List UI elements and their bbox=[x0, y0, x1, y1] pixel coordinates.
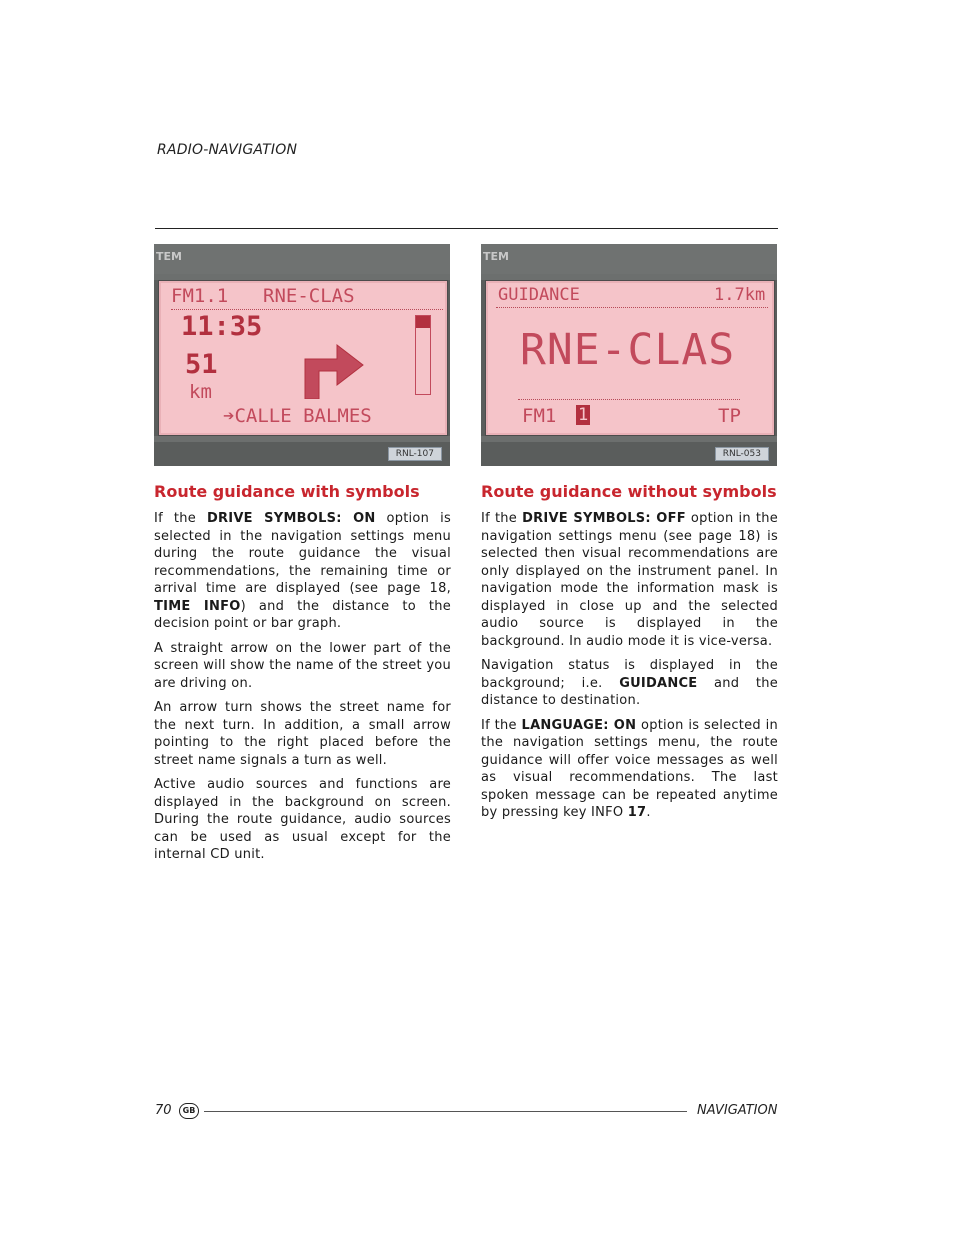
option-name: TIME INFO bbox=[154, 598, 241, 614]
figure-top-band bbox=[481, 244, 777, 274]
bar-graph bbox=[415, 315, 431, 395]
figure-code: RNL-107 bbox=[388, 447, 442, 461]
lcd-preset: 1 bbox=[578, 405, 589, 425]
status-name: GUIDANCE bbox=[619, 675, 698, 691]
figure-route-guidance-symbols bbox=[154, 244, 450, 466]
left-column bbox=[154, 482, 451, 871]
footer-rule bbox=[204, 1111, 687, 1112]
lcd-station: RNE-CLAS bbox=[263, 285, 355, 307]
text: If the bbox=[481, 717, 522, 733]
paragraph: A straight arrow on the lower part of the screen will show the name of the street you are driving on. bbox=[154, 640, 451, 691]
lcd-station: RNE-CLAS bbox=[520, 325, 736, 375]
figure-route-guidance-no-symbols bbox=[481, 244, 777, 466]
turn-right-arrow-icon bbox=[297, 337, 367, 399]
section-heading: Route guidance without symbols bbox=[481, 482, 777, 501]
language-badge: GB bbox=[179, 1103, 199, 1119]
header-rule bbox=[155, 228, 778, 229]
lcd-unit: km bbox=[189, 381, 212, 403]
key-number: 17 bbox=[627, 805, 647, 820]
lcd-distance: 51 bbox=[185, 349, 218, 380]
lcd-display bbox=[485, 280, 775, 436]
section-heading: Route guidance with symbols bbox=[154, 482, 420, 501]
figure-code: RNL-053 bbox=[715, 447, 769, 461]
lcd-distance: 1.7km bbox=[714, 285, 766, 305]
lcd-divider bbox=[518, 399, 740, 400]
text: option is selected in the navigation settings menu during the route guidance the visual recommendations, the remaining time or arrival time are displayed (see page 18, bbox=[154, 511, 451, 596]
lcd-display bbox=[158, 280, 448, 436]
paragraph bbox=[481, 717, 778, 822]
lcd-source: FM1.1 bbox=[171, 285, 229, 307]
paragraph bbox=[481, 510, 778, 650]
bar-graph-fill bbox=[416, 316, 430, 328]
figure-separator bbox=[481, 436, 777, 442]
lcd-flag: TP bbox=[718, 405, 741, 427]
figure-band-label: TEM bbox=[156, 250, 182, 263]
right-column bbox=[481, 482, 778, 829]
option-name: LANGUAGE: ON bbox=[521, 717, 637, 733]
text: option is selected in the navigation settings menu, the route guidance will offer voice messages as well as visual recommendations. The last spoken message can be repeated anytime by pressing key INFO bbox=[481, 717, 779, 820]
paragraph: An arrow turn shows the street name for the next turn. In addition, a small arrow pointing to the right placed before the street name signals a turn as well. bbox=[154, 700, 451, 768]
text: Navigation status is displayed in the background; i.e. bbox=[481, 658, 778, 691]
text: . bbox=[646, 805, 651, 820]
section-name: NAVIGATION bbox=[697, 1103, 778, 1118]
lcd-status: GUIDANCE bbox=[498, 285, 580, 305]
text: ) and the distance to the decision point or bar graph. bbox=[154, 598, 452, 631]
text: If the bbox=[481, 511, 523, 526]
figure-band-label: TEM bbox=[483, 250, 509, 263]
text: If the bbox=[154, 511, 207, 526]
lcd-divider bbox=[496, 307, 768, 308]
lcd-street: ➔CALLE BALMES bbox=[223, 405, 372, 427]
paragraph: Active audio sources and functions are displayed in the background on screen. During the route guidance, audio sources can be used as usual except for the internal CD unit. bbox=[154, 777, 451, 862]
figure-separator bbox=[154, 436, 450, 442]
page-number: 70 bbox=[155, 1103, 172, 1118]
text: and the distance to destination. bbox=[481, 675, 778, 708]
paragraph bbox=[481, 657, 778, 710]
option-name: DRIVE SYMBOLS: OFF bbox=[522, 511, 686, 526]
figure-top-band bbox=[154, 244, 450, 274]
lcd-divider bbox=[171, 309, 443, 310]
running-header: RADIO-NAVIGATION bbox=[157, 142, 298, 158]
paragraph bbox=[154, 510, 451, 633]
option-name: DRIVE SYMBOLS: ON bbox=[206, 511, 376, 526]
lcd-source: FM1 bbox=[522, 405, 557, 427]
lcd-time: 11:35 bbox=[181, 311, 263, 342]
text: option in the navigation settings menu (see page 18) is selected then visual recommendations are only displayed on the instrument panel. In navigation mode the information mask is displayed in close up and the selected audio source is displayed in the background. In audio mode it is vice-versa. bbox=[481, 511, 778, 649]
